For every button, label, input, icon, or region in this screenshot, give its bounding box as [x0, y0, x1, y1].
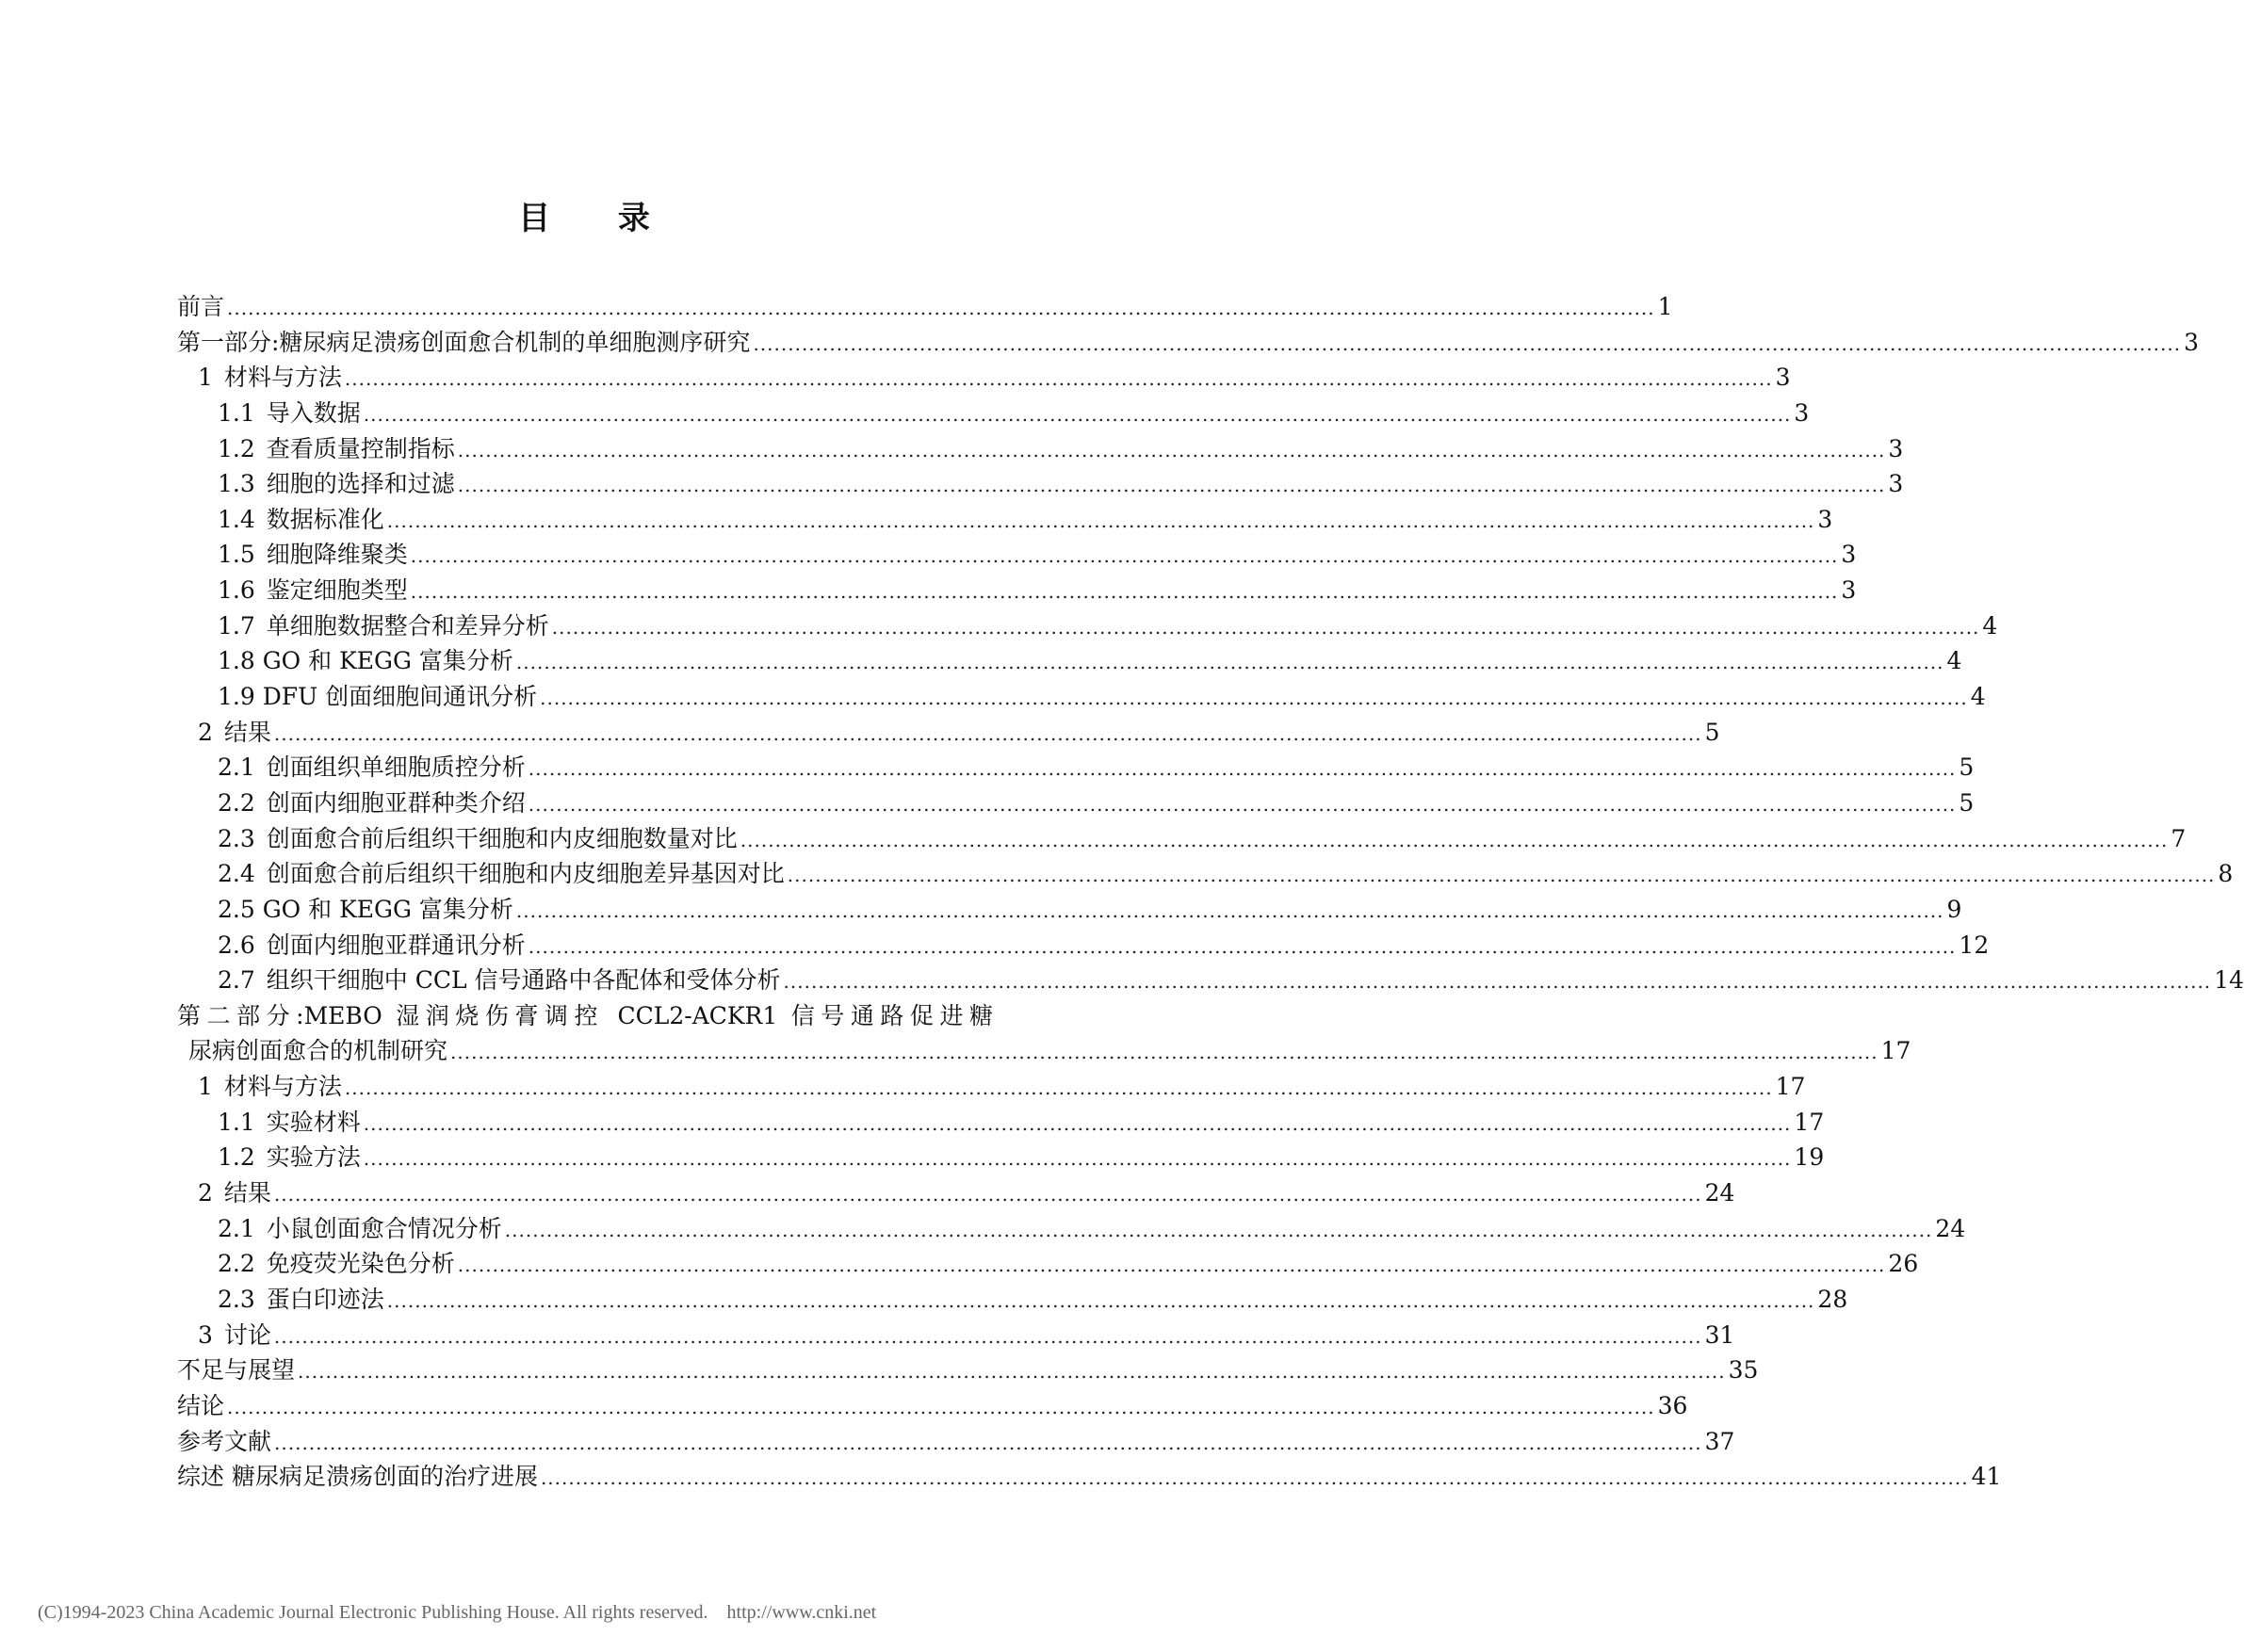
toc-leader-dots — [753, 327, 2181, 363]
toc-entry[interactable] — [177, 1211, 1966, 1247]
toc-entry[interactable] — [177, 856, 2234, 892]
toc-entry-number: 1.2 — [218, 434, 255, 462]
toc-entry-page: 5 — [1704, 718, 1720, 746]
toc-entry-number: 1.3 — [218, 470, 255, 498]
toc-entry[interactable] — [177, 1459, 2002, 1495]
toc-entry-page: 26 — [1888, 1250, 1919, 1278]
toc-entry[interactable] — [177, 750, 1975, 786]
toc-entry-number: 2.2 — [218, 1250, 255, 1278]
toc-entry-title: 结果 — [223, 718, 271, 746]
toc-entry-page: 36 — [1657, 1391, 1688, 1419]
toc-entry-title: 讨论 — [223, 1320, 271, 1349]
toc-entry[interactable] — [177, 963, 2244, 998]
toc-entry[interactable] — [177, 892, 1962, 928]
toc-entry-page: 41 — [1971, 1463, 2002, 1491]
toc-leader-dots — [364, 397, 1792, 433]
toc-entry-number: 2.4 — [218, 860, 255, 888]
toc-entry-title: 结论 — [177, 1391, 225, 1419]
toc-leader-dots — [541, 1461, 1969, 1497]
toc-entry-title: 组织干细胞中 CCL 信号通路中各配体和受体分析 — [266, 966, 781, 995]
toc-entry[interactable] — [177, 466, 1904, 502]
toc-entry-title: 结果 — [223, 1179, 271, 1207]
toc-entry[interactable] — [177, 643, 1962, 679]
toc-entry-page: 17 — [1880, 1037, 1911, 1065]
toc-entry-number: 2 — [198, 1179, 213, 1207]
toc-leader-dots — [345, 1071, 1773, 1107]
toc-entry[interactable] — [177, 289, 1673, 325]
toc-entry[interactable] — [177, 1140, 1825, 1175]
toc-leader-dots — [274, 1426, 1702, 1462]
toc-entry-title: 数据标准化 — [266, 505, 384, 533]
toc-leader-dots — [274, 1320, 1702, 1355]
toc-entry-page: 4 — [1970, 683, 1986, 711]
toc-entry-title: 1.8 GO 和 KEGG 富集分析 — [218, 647, 513, 675]
toc-entry-number: 2.1 — [218, 753, 255, 782]
toc-entry[interactable] — [177, 1282, 1848, 1318]
toc-entry[interactable] — [177, 1318, 1735, 1353]
toc-leader-dots — [364, 1107, 1792, 1142]
toc-entry-page: 3 — [1841, 541, 1857, 569]
toc-entry[interactable] — [177, 1105, 1825, 1141]
toc-leader-dots — [788, 858, 2216, 894]
toc-entry-title: 综述 糖尿病足溃疡创面的治疗进展 — [177, 1463, 538, 1491]
toc-entry-title: 前言 — [177, 293, 225, 320]
toc-entry-title: 材料与方法 — [223, 1073, 342, 1101]
toc-leader-dots — [528, 930, 1957, 965]
toc-leader-dots — [274, 1177, 1702, 1213]
toc-entry-number: 1.1 — [218, 398, 255, 427]
toc-leader-dots — [387, 504, 1815, 540]
toc-entry-page: 8 — [2218, 860, 2234, 888]
toc-entry-title: 鉴定细胞类型 — [266, 576, 408, 605]
toc-entry[interactable] — [177, 786, 1975, 821]
toc-entry-title: 2.5 GO 和 KEGG 富集分析 — [218, 895, 513, 923]
toc-leader-dots — [528, 787, 1957, 823]
toc-entry-page: 9 — [1946, 895, 1962, 923]
toc-entry-number: 2 — [198, 718, 213, 746]
toc-leader-dots — [516, 645, 1944, 681]
toc-entry-number: 3 — [198, 1320, 213, 1349]
toc-entry-title: 实验方法 — [266, 1143, 361, 1172]
toc-entry[interactable] — [177, 998, 993, 1034]
page-title: 目 录 — [518, 200, 678, 237]
toc-entry-number: 2.1 — [218, 1214, 255, 1242]
toc-entry-page: 17 — [1794, 1108, 1825, 1136]
toc-entry-page: 7 — [2171, 824, 2187, 852]
toc-leader-dots — [387, 1284, 1815, 1320]
toc-entry-number: 2.7 — [218, 966, 255, 995]
table-of-contents — [177, 289, 2244, 1495]
toc-entry-title: 材料与方法 — [223, 364, 342, 392]
toc-entry[interactable] — [177, 1352, 1759, 1388]
toc-leader-dots — [411, 539, 1839, 575]
toc-entry[interactable] — [177, 679, 1986, 715]
toc-entry-number: 1.1 — [218, 1108, 255, 1136]
toc-entry-title: 免疫荧光染色分析 — [266, 1250, 455, 1278]
toc-entry-title: 导入数据 — [266, 398, 361, 427]
toc-entry[interactable] — [177, 608, 1998, 644]
toc-entry-title: 创面愈合前后组织干细胞和内皮细胞数量对比 — [266, 824, 738, 852]
toc-entry-page: 37 — [1704, 1427, 1735, 1455]
toc-entry[interactable] — [177, 502, 1833, 538]
toc-entry-page: 35 — [1728, 1356, 1759, 1385]
toc-entry-title: 实验材料 — [266, 1108, 361, 1136]
toc-leader-dots — [458, 468, 1886, 504]
toc-entry-page: 3 — [1794, 398, 1810, 427]
toc-entry[interactable] — [177, 1033, 1911, 1069]
toc-entry-page: 17 — [1775, 1073, 1806, 1101]
toc-entry[interactable] — [177, 1175, 1735, 1211]
toc-entry-title: 蛋白印迹法 — [266, 1285, 384, 1313]
toc-entry-title: 第二部分:MEBO 湿润烧伤膏调控 CCL2-ACKR1 信号通路促进糖 — [177, 1001, 993, 1029]
toc-entry-title: 单细胞数据整合和差异分析 — [266, 611, 549, 640]
toc-entry-number: 1 — [198, 364, 213, 392]
toc-leader-dots — [505, 1213, 1933, 1249]
toc-entry[interactable] — [177, 573, 1857, 608]
copyright-text: (C)1994-2023 China Academic Journal Electronic Publishing House. All rights reserved. — [38, 1602, 708, 1623]
toc-entry[interactable] — [177, 1424, 1735, 1460]
toc-entry[interactable] — [177, 325, 2199, 361]
toc-entry-page: 19 — [1794, 1143, 1825, 1172]
toc-entry-number: 2.3 — [218, 824, 255, 852]
toc-entry-title: 创面愈合前后组织干细胞和内皮细胞差异基因对比 — [266, 860, 785, 888]
toc-entry-number: 1 — [198, 1073, 213, 1101]
toc-entry-page: 31 — [1704, 1320, 1735, 1349]
toc-entry[interactable] — [177, 431, 1904, 467]
toc-entry-page: 4 — [1982, 611, 1998, 640]
toc-entry-page: 3 — [1888, 470, 1904, 498]
toc-entry-number: 2.2 — [218, 788, 255, 817]
toc-leader-dots — [740, 823, 2169, 859]
toc-entry-page: 12 — [1959, 931, 1990, 959]
toc-entry-page: 3 — [1817, 505, 1833, 533]
footer-url: http://www.cnki.net — [726, 1602, 877, 1623]
toc-entry-page: 24 — [1704, 1179, 1735, 1207]
toc-leader-dots — [458, 1248, 1886, 1284]
toc-leader-dots — [450, 1035, 1878, 1071]
toc-entry-title: 尿病创面愈合的机制研究 — [188, 1037, 448, 1065]
toc-entry-page: 3 — [2184, 328, 2199, 356]
toc-leader-dots — [411, 575, 1839, 610]
toc-leader-dots — [528, 752, 1957, 787]
toc-leader-dots — [274, 717, 1702, 753]
toc-leader-dots — [458, 433, 1886, 469]
toc-entry-title: 1.9 DFU 创面细胞间通讯分析 — [218, 683, 538, 711]
toc-entry-number: 1.2 — [218, 1143, 255, 1172]
toc-leader-dots — [345, 362, 1773, 397]
toc-entry[interactable] — [177, 715, 1720, 751]
toc-entry-title: 创面内细胞亚群种类介绍 — [266, 788, 526, 817]
toc-entry-title: 细胞降维聚类 — [266, 541, 408, 569]
toc-leader-dots — [227, 291, 1655, 327]
toc-entry-page: 14 — [2214, 966, 2244, 995]
toc-leader-dots — [227, 1390, 1655, 1426]
toc-leader-dots — [516, 894, 1944, 930]
toc-entry-number: 2.6 — [218, 931, 255, 959]
toc-entry[interactable] — [177, 360, 1791, 396]
toc-entry-page: 3 — [1775, 364, 1791, 392]
toc-entry-title: 查看质量控制指标 — [266, 434, 455, 462]
toc-entry-page: 1 — [1657, 293, 1673, 320]
toc-entry-number: 2.3 — [218, 1285, 255, 1313]
copyright-footer — [38, 1602, 876, 1624]
toc-entry-page: 5 — [1959, 788, 1975, 817]
toc-entry-title: 细胞的选择和过滤 — [266, 470, 455, 498]
toc-entry-page: 5 — [1959, 753, 1975, 782]
toc-entry-title: 创面组织单细胞质控分析 — [266, 753, 526, 782]
toc-entry-page: 24 — [1935, 1214, 1966, 1242]
toc-entry-title: 第一部分:糖尿病足溃疡创面愈合机制的单细胞测序研究 — [177, 328, 751, 356]
toc-entry-number: 1.4 — [218, 505, 255, 533]
toc-entry[interactable] — [177, 396, 1810, 431]
toc-entry[interactable] — [177, 1246, 1919, 1282]
toc-entry-title: 创面内细胞亚群通讯分析 — [266, 931, 526, 959]
toc-leader-dots — [552, 610, 1980, 646]
toc-entry-page: 3 — [1841, 576, 1857, 605]
toc-entry-number: 1.6 — [218, 576, 255, 605]
toc-entry[interactable] — [177, 537, 1857, 573]
toc-entry-number: 1.5 — [218, 541, 255, 569]
toc-leader-dots — [364, 1142, 1792, 1177]
toc-leader-dots — [298, 1354, 1726, 1390]
toc-entry-page: 3 — [1888, 434, 1904, 462]
toc-entry[interactable] — [177, 821, 2187, 857]
toc-entry[interactable] — [177, 1388, 1688, 1424]
toc-leader-dots — [540, 681, 1968, 717]
toc-entry-title: 参考文献 — [177, 1427, 272, 1455]
toc-entry-number: 1.7 — [218, 611, 255, 640]
toc-entry-title: 小鼠创面愈合情况分析 — [266, 1214, 502, 1242]
toc-entry-title: 不足与展望 — [177, 1356, 296, 1385]
toc-entry[interactable] — [177, 1069, 1806, 1105]
toc-entry-page: 28 — [1817, 1285, 1848, 1313]
toc-entry[interactable] — [177, 928, 1990, 964]
toc-leader-dots — [784, 964, 2212, 1000]
toc-entry-page: 4 — [1946, 647, 1962, 675]
